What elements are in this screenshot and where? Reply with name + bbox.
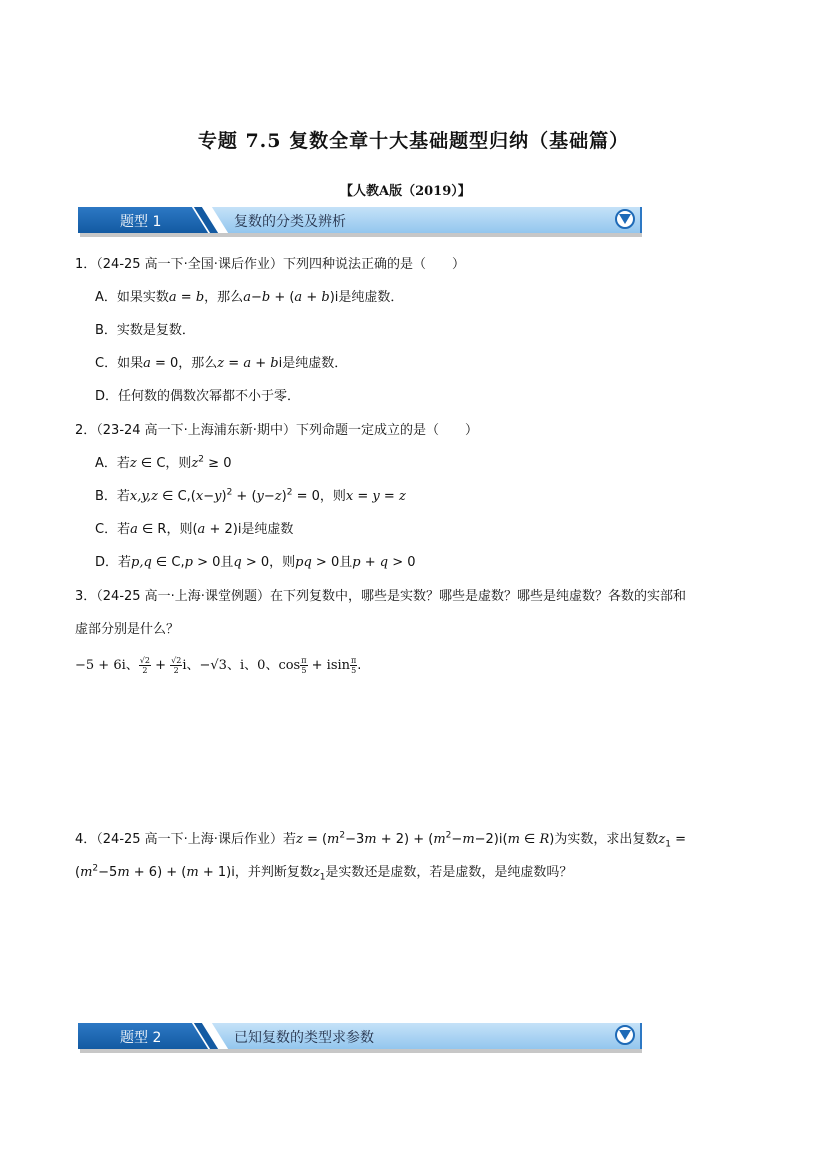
question-3-stem-line-2: 虚部分别是什么？ (75, 622, 180, 637)
section-banner-1 (78, 207, 642, 237)
question-3-number-list: −5 + 6i、 $\frac{√2}{2}$ + $\frac{√2}{2}$ i、−√3、i、0、cos $\frac{\pi}{5}$ + isin $\frac{\pi}{5}$ . (75, 656, 362, 675)
chevron-down-icon[interactable] (615, 1025, 635, 1045)
section-label: 题型 1 (120, 214, 162, 230)
banner-shadow (80, 1049, 642, 1053)
section-heading: 复数的分类及辨析 (234, 214, 346, 230)
section-banner-2 (78, 1023, 642, 1053)
question-2-stem: 2．（23-24 高一下·上海浦东新·期中）下列命题一定成立的是（ ） (75, 423, 478, 438)
banner-shadow (80, 233, 642, 237)
question-1-stem: 1．（24-25 高一下·全国·课后作业）下列四种说法正确的是（ ） (75, 257, 465, 272)
document-title: 专题 7.5 复数全章十大基础题型归纳（基础篇） (197, 130, 630, 152)
chevron-down-icon[interactable] (615, 209, 635, 229)
question-2-option-d: D．若p,q ∈ C,p > 0且q > 0，则pq > 0且p + q > 0 (95, 555, 416, 570)
question-2-option-b: B．若x,y,z ∈ $C,(x-y)^2 + (y-z)^2 = 0$，则x = y = z (95, 487, 406, 504)
question-1-option-b: B．实数是复数． (95, 323, 195, 338)
question-2-option-c: C．若a ∈ R，则(a + 2)i是纯虚数 (95, 522, 294, 537)
question-1-option-a: A．如果实数a = b，那么a−b + (a + b)i是纯虚数． (95, 290, 404, 305)
question-4-line-1: 4．（24-25 高一下·上海·课后作业）若$z = (m^2-3m + 2) + (m^2-m-2)i(m$ ∈ R)为实数，求出复数$z_1$ = (75, 830, 686, 850)
edition-label: 【人教A版（2019）】 (340, 184, 471, 199)
section-label: 题型 2 (120, 1030, 162, 1046)
question-3-stem-line-1: 3．（24-25 高一·上海·课堂例题）在下列复数中，哪些是实数？哪些是虚数？哪些是纯虚数？各数的实部和 (75, 589, 686, 604)
question-1-option-d: D．任何数的偶数次幂都不小于零． (95, 389, 301, 404)
question-2-option-a: A．若z ∈ C，则$z^2 \ge 0$ (95, 454, 232, 471)
question-4-line-2: $(m^2-5m + 6) + (m + 1)i$，并判断复数$z_1$是实数还是虚数，若是虚数，是纯虚数吗？ (75, 863, 573, 883)
section-heading: 已知复数的类型求参数 (234, 1030, 374, 1046)
question-1-option-c: C．如果a = 0，那么z = a + bi是纯虚数． (95, 356, 348, 371)
